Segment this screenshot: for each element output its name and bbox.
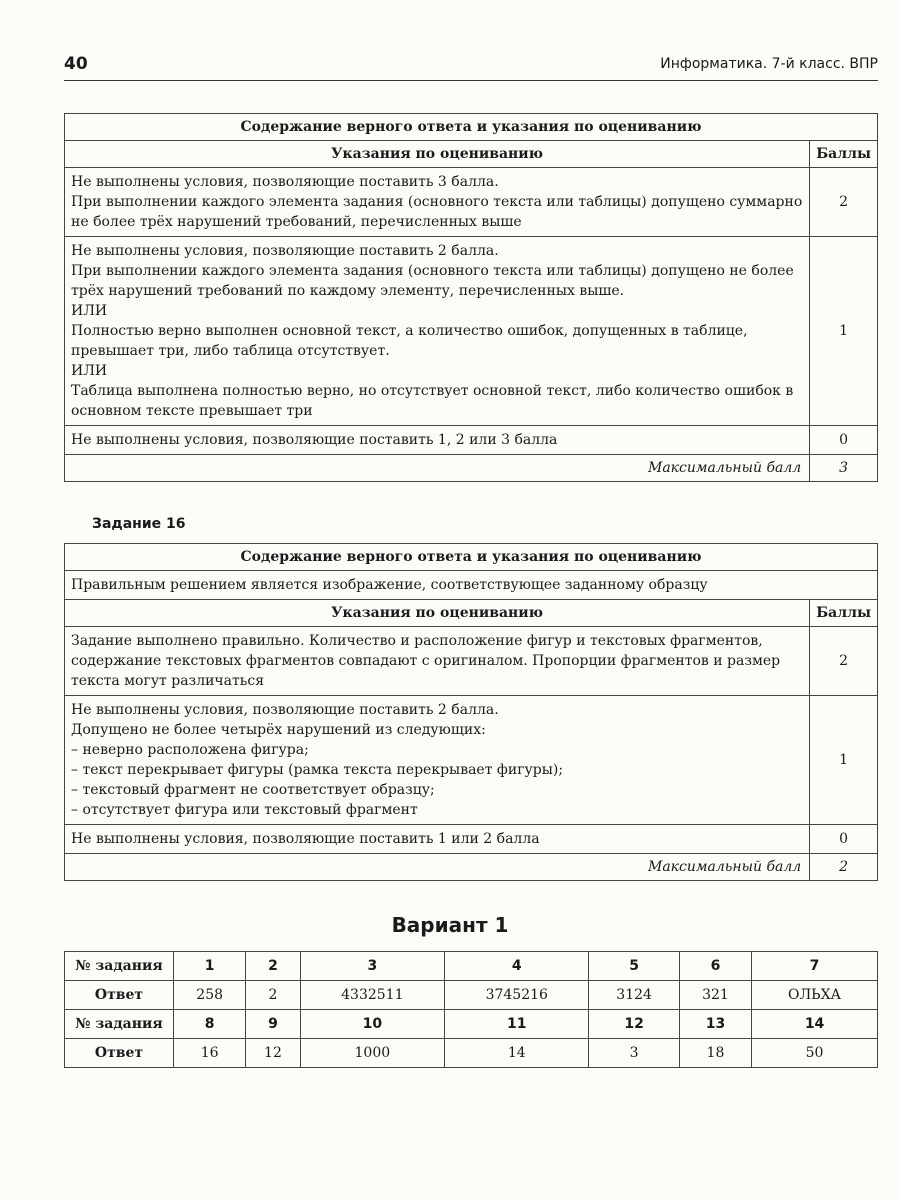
criteria-line: При выполнении каждого элемента задания (основного текста или таблицы) допущено суммарно не более трёх нарушений требований, перечисленных выше — [71, 194, 803, 230]
table-row — [65, 981, 878, 1010]
criteria-line: – неверно расположена фигура; — [71, 742, 309, 758]
criteria-cell — [65, 627, 810, 696]
criteria-line: Таблица выполнена полностью верно, но отсутствует основной текст, либо количество ошибок в основном тексте превышает три — [71, 383, 794, 419]
criteria-line: Не выполнены условия, позволяющие поставить 2 балла. — [71, 243, 499, 259]
answer-label: Ответ — [65, 1039, 174, 1068]
answer-value: 4332511 — [300, 981, 444, 1010]
correct-answer-text: Правильным решением является изображение, соответствующее заданному образцу — [65, 571, 878, 600]
task-number: 9 — [246, 1010, 300, 1039]
criteria-column-header: Указания по оцениванию — [65, 600, 810, 627]
answer-value: 258 — [174, 981, 246, 1010]
table-row — [65, 426, 878, 455]
answer-value: 3745216 — [445, 981, 589, 1010]
max-score-value: 3 — [810, 455, 878, 482]
criteria-line: – текстовый фрагмент не соответствует образцу; — [71, 782, 435, 798]
points-cell: 1 — [810, 237, 878, 426]
task-number: 6 — [679, 952, 751, 981]
answer-value: 321 — [679, 981, 751, 1010]
page-number: 40 — [64, 54, 88, 74]
criteria-line: Не выполнены условия, позволяющие поставить 1 или 2 балла — [71, 831, 540, 847]
points-column-header: Баллы — [810, 600, 878, 627]
task-number: 10 — [300, 1010, 444, 1039]
task-number: 14 — [752, 1010, 878, 1039]
table-row — [65, 825, 878, 854]
task-number: 5 — [589, 952, 679, 981]
page-header — [64, 52, 878, 81]
answer-value: 14 — [445, 1039, 589, 1068]
points-cell: 1 — [810, 696, 878, 825]
criteria-cell — [65, 426, 810, 455]
criteria-line: При выполнении каждого элемента задания (основного текста или таблицы) допущено не более трёх нарушений требований по каждому элементу, перечисленных выше. — [71, 263, 794, 299]
task-16-heading: Задание 16 — [92, 516, 186, 532]
task-number: 13 — [679, 1010, 751, 1039]
criteria-line: Не выполнены условия, позволяющие поставить 3 балла. — [71, 174, 499, 190]
max-score-value: 2 — [810, 854, 878, 881]
task-number: 8 — [174, 1010, 246, 1039]
points-cell: 2 — [810, 168, 878, 237]
table-row — [65, 1039, 878, 1068]
max-score-label: Максимальный балл — [65, 854, 810, 881]
answers-table — [64, 951, 878, 1068]
table-row — [65, 168, 878, 237]
answer-value: 50 — [752, 1039, 878, 1068]
table-row — [65, 1010, 878, 1039]
criteria-table-task15 — [64, 113, 878, 482]
criteria-table-task16 — [64, 543, 878, 881]
answer-value: 18 — [679, 1039, 751, 1068]
task-number: 11 — [445, 1010, 589, 1039]
criteria-cell — [65, 825, 810, 854]
variant-title: Вариант 1 — [391, 913, 509, 937]
answer-value: 1000 — [300, 1039, 444, 1068]
points-cell: 0 — [810, 825, 878, 854]
points-cell: 0 — [810, 426, 878, 455]
criteria-cell — [65, 696, 810, 825]
criteria-line: – текст перекрывает фигуры (рамка текста перекрывает фигуры); — [71, 762, 564, 778]
criteria-line: Не выполнены условия, позволяющие поставить 2 балла. — [71, 702, 499, 718]
task-number: 12 — [589, 1010, 679, 1039]
running-title: Информатика. 7-й класс. ВПР — [660, 56, 878, 72]
task-number: 3 — [300, 952, 444, 981]
task-number: 2 — [246, 952, 300, 981]
criteria-column-header: Указания по оцениванию — [65, 141, 810, 168]
table-row — [65, 696, 878, 825]
criteria-line: ИЛИ — [71, 303, 108, 319]
max-score-label: Максимальный балл — [65, 455, 810, 482]
answer-value: 16 — [174, 1039, 246, 1068]
table-row — [65, 237, 878, 426]
answer-value: 12 — [246, 1039, 300, 1068]
table-caption: Содержание верного ответа и указания по оцениванию — [65, 114, 878, 141]
answer-label: Ответ — [65, 981, 174, 1010]
table-caption: Содержание верного ответа и указания по оцениванию — [65, 544, 878, 571]
task-number: 4 — [445, 952, 589, 981]
points-cell: 2 — [810, 627, 878, 696]
criteria-line: Полностью верно выполнен основной текст, а количество ошибок, допущенных в таблице, превышает три, либо таблица отсутствует. — [71, 323, 748, 359]
criteria-line: Задание выполнено правильно. Количество и расположение фигур и текстовых фрагментов, содержание текстовых фрагментов совпадают с оригиналом. Пропорции фрагментов и размер текста могут различаться — [71, 633, 781, 689]
table-row — [65, 952, 878, 981]
criteria-cell — [65, 168, 810, 237]
task-number: 7 — [752, 952, 878, 981]
task-number-label: № задания — [65, 1010, 174, 1039]
criteria-line: Допущено не более четырёх нарушений из следующих: — [71, 722, 486, 738]
answer-value: 2 — [246, 981, 300, 1010]
answer-value: 3 — [589, 1039, 679, 1068]
criteria-line: Не выполнены условия, позволяющие поставить 1, 2 или 3 балла — [71, 432, 558, 448]
task-number-label: № задания — [65, 952, 174, 981]
criteria-line: – отсутствует фигура или текстовый фрагмент — [71, 802, 418, 818]
points-column-header: Баллы — [810, 141, 878, 168]
answer-value: ОЛЬХА — [752, 981, 878, 1010]
table-row — [65, 627, 878, 696]
task-number: 1 — [174, 952, 246, 981]
criteria-line: ИЛИ — [71, 363, 108, 379]
answer-value: 3124 — [589, 981, 679, 1010]
criteria-cell — [65, 237, 810, 426]
